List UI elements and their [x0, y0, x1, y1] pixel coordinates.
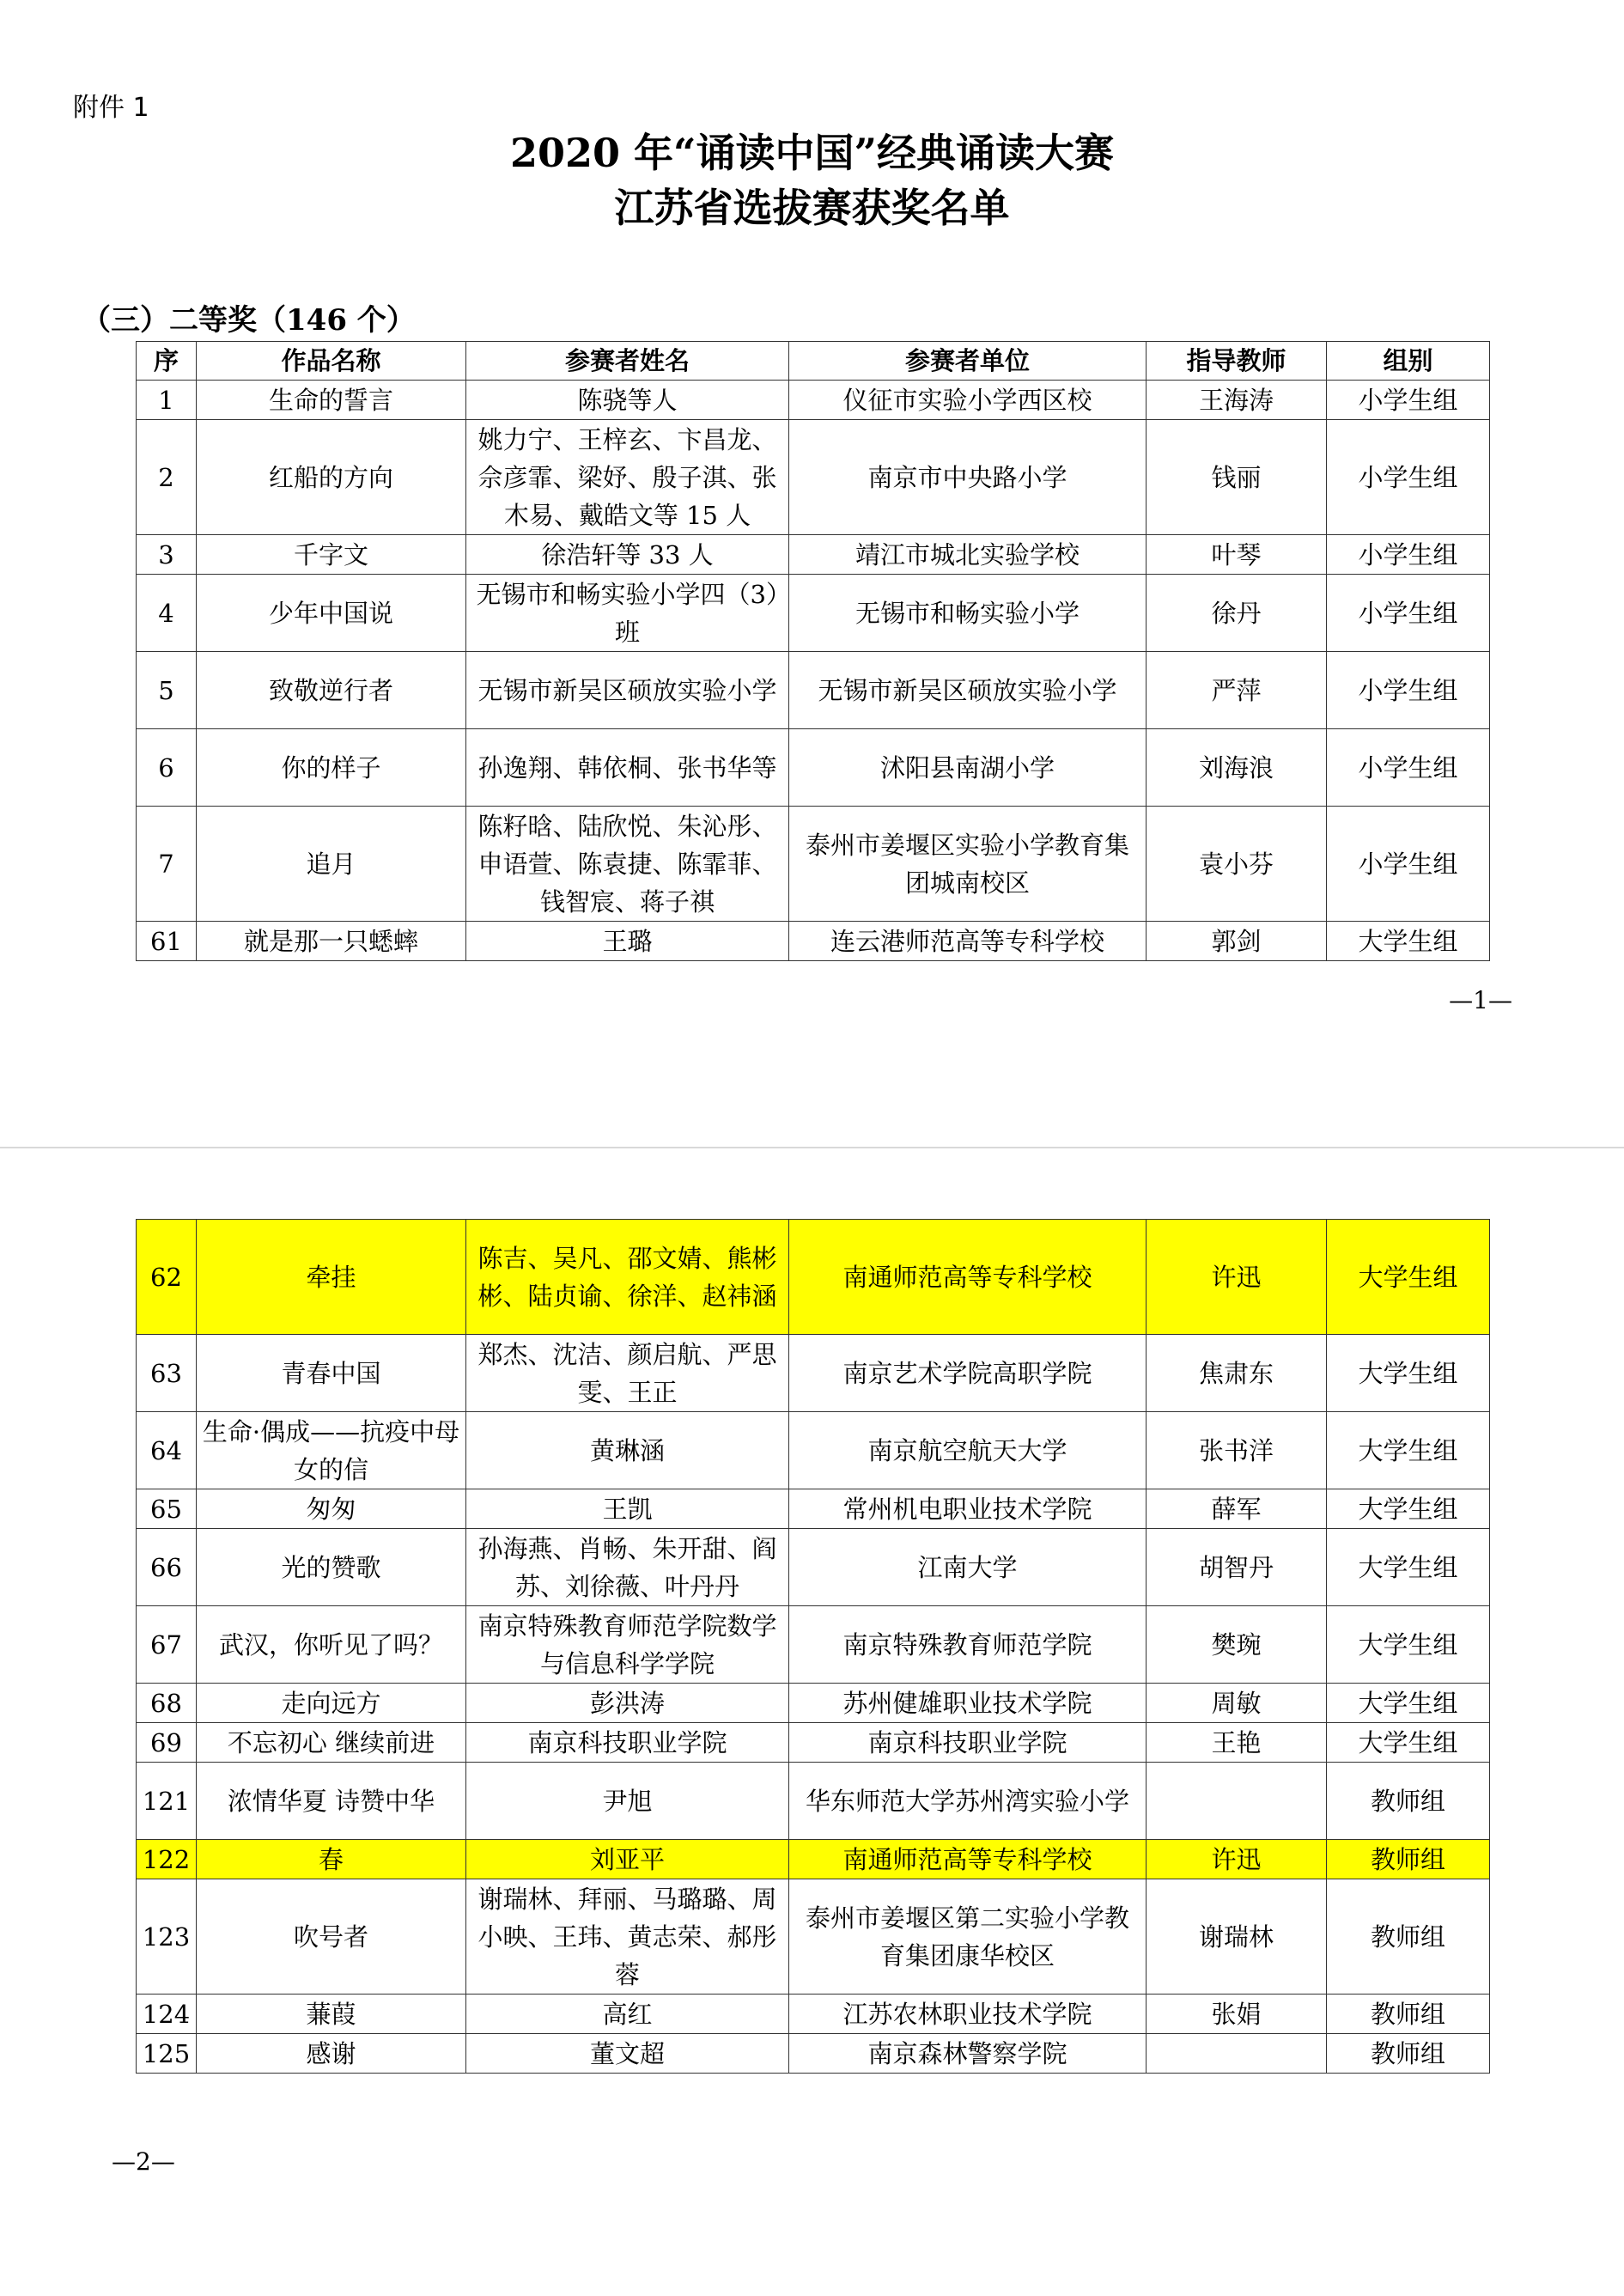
cell-unit: 泰州市姜堰区第二实验小学教育集团康华校区 [789, 1879, 1147, 1995]
cell-seq: 2 [137, 420, 197, 535]
award-table-page-1 [136, 341, 1490, 961]
table-row [137, 1606, 1490, 1684]
cell-seq: 65 [137, 1489, 197, 1529]
cell-group: 教师组 [1327, 1879, 1490, 1995]
cell-teacher [1147, 2034, 1327, 2074]
cell-seq: 62 [137, 1220, 197, 1335]
cell-unit: 南京特殊教育师范学院 [789, 1606, 1147, 1684]
cell-teacher: 郭剑 [1147, 922, 1327, 961]
table-row [137, 729, 1490, 807]
cell-seq: 5 [137, 652, 197, 729]
cell-work: 走向远方 [197, 1684, 466, 1723]
table-row [137, 1879, 1490, 1995]
cell-seq: 67 [137, 1606, 197, 1684]
cell-group: 小学生组 [1327, 381, 1490, 420]
cell-participants: 高红 [466, 1995, 789, 2034]
cell-teacher: 周敏 [1147, 1684, 1327, 1723]
cell-work: 千字文 [197, 535, 466, 575]
cell-participants: 无锡市新吴区硕放实验小学 [466, 652, 789, 729]
cell-teacher: 钱丽 [1147, 420, 1327, 535]
document-title-line-1: 2020 年“诵读中国”经典诵读大赛 [510, 130, 1114, 176]
attachment-label: 附件 1 [73, 93, 149, 123]
cell-participants: 王璐 [466, 922, 789, 961]
cell-teacher: 严萍 [1147, 652, 1327, 729]
cell-group: 大学生组 [1327, 1723, 1490, 1763]
cell-work: 不忘初心 继续前进 [197, 1723, 466, 1763]
cell-seq: 125 [137, 2034, 197, 2074]
cell-group: 教师组 [1327, 2034, 1490, 2074]
document-page-2 [0, 1148, 1624, 2296]
cell-unit: 无锡市和畅实验小学 [789, 575, 1147, 652]
cell-unit: 华东师范大学苏州湾实验小学 [789, 1763, 1147, 1840]
cell-participants: 彭洪涛 [466, 1684, 789, 1723]
cell-teacher: 刘海浪 [1147, 729, 1327, 807]
cell-group: 教师组 [1327, 1763, 1490, 1840]
cell-teacher: 谢瑞林 [1147, 1879, 1327, 1995]
cell-participants: 徐浩轩等 33 人 [466, 535, 789, 575]
cell-seq: 64 [137, 1412, 197, 1489]
cell-unit: 南京航空航天大学 [789, 1412, 1147, 1489]
cell-participants: 刘亚平 [466, 1840, 789, 1879]
header-group: 组别 [1327, 342, 1490, 381]
cell-seq: 1 [137, 381, 197, 420]
cell-work: 致敬逆行者 [197, 652, 466, 729]
cell-seq: 4 [137, 575, 197, 652]
table-row [137, 420, 1490, 535]
cell-group: 小学生组 [1327, 729, 1490, 807]
cell-work: 红船的方向 [197, 420, 466, 535]
cell-participants: 姚力宁、王梓玄、卞昌龙、佘彦霏、梁妤、殷子淇、张木易、戴皓文等 15 人 [466, 420, 789, 535]
cell-group: 大学生组 [1327, 1529, 1490, 1606]
cell-participants: 南京特殊教育师范学院数学与信息科学学院 [466, 1606, 789, 1684]
table-row [137, 381, 1490, 420]
cell-teacher: 薛军 [1147, 1489, 1327, 1529]
cell-seq: 61 [137, 922, 197, 961]
cell-participants: 谢瑞林、拜丽、马璐璐、周小映、王玮、黄志荣、郝彤蓉 [466, 1879, 789, 1995]
cell-work: 生命·偶成——抗疫中母女的信 [197, 1412, 466, 1489]
cell-group: 大学生组 [1327, 1412, 1490, 1489]
cell-unit: 无锡市新吴区硕放实验小学 [789, 652, 1147, 729]
table-header-row [137, 342, 1490, 381]
cell-work: 青春中国 [197, 1335, 466, 1412]
cell-participants: 黄琳涵 [466, 1412, 789, 1489]
cell-unit: 泰州市姜堰区实验小学教育集团城南校区 [789, 807, 1147, 922]
cell-participants: 董文超 [466, 2034, 789, 2074]
cell-unit: 沭阳县南湖小学 [789, 729, 1147, 807]
table-row [137, 1412, 1490, 1489]
cell-work: 蒹葭 [197, 1995, 466, 2034]
cell-group: 教师组 [1327, 1840, 1490, 1879]
cell-participants: 尹旭 [466, 1763, 789, 1840]
cell-teacher: 徐丹 [1147, 575, 1327, 652]
page-number-1: —1— [1449, 986, 1512, 1014]
cell-group: 大学生组 [1327, 1684, 1490, 1723]
table-row [137, 2034, 1490, 2074]
section-heading: （三）二等奖（146 个） [82, 303, 416, 338]
table-row [137, 1763, 1490, 1840]
table-row [137, 1723, 1490, 1763]
page-number-2: —2— [112, 2147, 175, 2176]
table-row [137, 1220, 1490, 1335]
table-row [137, 652, 1490, 729]
cell-work: 追月 [197, 807, 466, 922]
cell-seq: 63 [137, 1335, 197, 1412]
cell-unit: 江苏农林职业技术学院 [789, 1995, 1147, 2034]
cell-participants: 南京科技职业学院 [466, 1723, 789, 1763]
cell-unit: 靖江市城北实验学校 [789, 535, 1147, 575]
header-work: 作品名称 [197, 342, 466, 381]
cell-group: 大学生组 [1327, 1489, 1490, 1529]
cell-unit: 常州机电职业技术学院 [789, 1489, 1147, 1529]
table-row [137, 1684, 1490, 1723]
cell-seq: 68 [137, 1684, 197, 1723]
cell-seq: 6 [137, 729, 197, 807]
table-row [137, 1335, 1490, 1412]
cell-group: 小学生组 [1327, 420, 1490, 535]
header-unit: 参赛者单位 [789, 342, 1147, 381]
cell-seq: 66 [137, 1529, 197, 1606]
cell-participants: 陈籽晗、陆欣悦、朱沁彤、申语萱、陈袁捷、陈霏菲、钱智宸、蒋子祺 [466, 807, 789, 922]
cell-teacher: 许迅 [1147, 1840, 1327, 1879]
header-teacher: 指导教师 [1147, 342, 1327, 381]
cell-participants: 郑杰、沈洁、颜启航、严思雯、王正 [466, 1335, 789, 1412]
cell-group: 大学生组 [1327, 1606, 1490, 1684]
cell-participants: 孙海燕、肖畅、朱开甜、阎苏、刘徐薇、叶丹丹 [466, 1529, 789, 1606]
cell-teacher: 胡智丹 [1147, 1529, 1327, 1606]
cell-seq: 124 [137, 1995, 197, 2034]
cell-work: 浓情华夏 诗赞中华 [197, 1763, 466, 1840]
cell-work: 武汉，你听见了吗？ [197, 1606, 466, 1684]
cell-teacher: 袁小芬 [1147, 807, 1327, 922]
cell-unit: 南京科技职业学院 [789, 1723, 1147, 1763]
cell-teacher: 樊琬 [1147, 1606, 1327, 1684]
cell-work: 你的样子 [197, 729, 466, 807]
table-row [137, 1995, 1490, 2034]
cell-unit: 南京森林警察学院 [789, 2034, 1147, 2074]
cell-work: 生命的誓言 [197, 381, 466, 420]
cell-participants: 陈吉、吴凡、邵文婧、熊彬彬、陆贞谕、徐洋、赵祎涵 [466, 1220, 789, 1335]
cell-participants: 陈骁等人 [466, 381, 789, 420]
table-row [137, 535, 1490, 575]
table-row [137, 1489, 1490, 1529]
cell-group: 小学生组 [1327, 575, 1490, 652]
cell-group: 大学生组 [1327, 1220, 1490, 1335]
cell-teacher: 许迅 [1147, 1220, 1327, 1335]
cell-unit: 南通师范高等专科学校 [789, 1840, 1147, 1879]
table-row [137, 922, 1490, 961]
cell-unit: 仪征市实验小学西区校 [789, 381, 1147, 420]
cell-work: 匆匆 [197, 1489, 466, 1529]
cell-seq: 7 [137, 807, 197, 922]
cell-teacher: 王海涛 [1147, 381, 1327, 420]
cell-work: 牵挂 [197, 1220, 466, 1335]
cell-work: 光的赞歌 [197, 1529, 466, 1606]
document-title-line-2: 江苏省选拔赛获奖名单 [614, 185, 1010, 231]
table-row [137, 807, 1490, 922]
cell-teacher: 张娟 [1147, 1995, 1327, 2034]
cell-unit: 南京市中央路小学 [789, 420, 1147, 535]
cell-seq: 122 [137, 1840, 197, 1879]
cell-work: 感谢 [197, 2034, 466, 2074]
header-seq: 序 [137, 342, 197, 381]
cell-unit: 南通师范高等专科学校 [789, 1220, 1147, 1335]
cell-seq: 3 [137, 535, 197, 575]
cell-group: 大学生组 [1327, 1335, 1490, 1412]
cell-unit: 苏州健雄职业技术学院 [789, 1684, 1147, 1723]
cell-group: 小学生组 [1327, 652, 1490, 729]
cell-seq: 123 [137, 1879, 197, 1995]
cell-seq: 121 [137, 1763, 197, 1840]
cell-teacher [1147, 1763, 1327, 1840]
cell-group: 大学生组 [1327, 922, 1490, 961]
cell-work: 吹号者 [197, 1879, 466, 1995]
cell-teacher: 焦肃东 [1147, 1335, 1327, 1412]
cell-teacher: 王艳 [1147, 1723, 1327, 1763]
cell-seq: 69 [137, 1723, 197, 1763]
table-row [137, 1529, 1490, 1606]
cell-group: 小学生组 [1327, 807, 1490, 922]
cell-teacher: 张书洋 [1147, 1412, 1327, 1489]
cell-unit: 江南大学 [789, 1529, 1147, 1606]
cell-unit: 连云港师范高等专科学校 [789, 922, 1147, 961]
cell-group: 小学生组 [1327, 535, 1490, 575]
cell-work: 就是那一只蟋蟀 [197, 922, 466, 961]
cell-participants: 孙逸翔、韩依桐、张书华等 [466, 729, 789, 807]
cell-unit: 南京艺术学院高职学院 [789, 1335, 1147, 1412]
table-row [137, 1840, 1490, 1879]
cell-participants: 无锡市和畅实验小学四（3）班 [466, 575, 789, 652]
header-name: 参赛者姓名 [466, 342, 789, 381]
cell-work: 春 [197, 1840, 466, 1879]
table-row [137, 575, 1490, 652]
cell-group: 教师组 [1327, 1995, 1490, 2034]
cell-participants: 王凯 [466, 1489, 789, 1529]
award-table-page-2 [136, 1219, 1490, 2074]
cell-teacher: 叶琴 [1147, 535, 1327, 575]
cell-work: 少年中国说 [197, 575, 466, 652]
